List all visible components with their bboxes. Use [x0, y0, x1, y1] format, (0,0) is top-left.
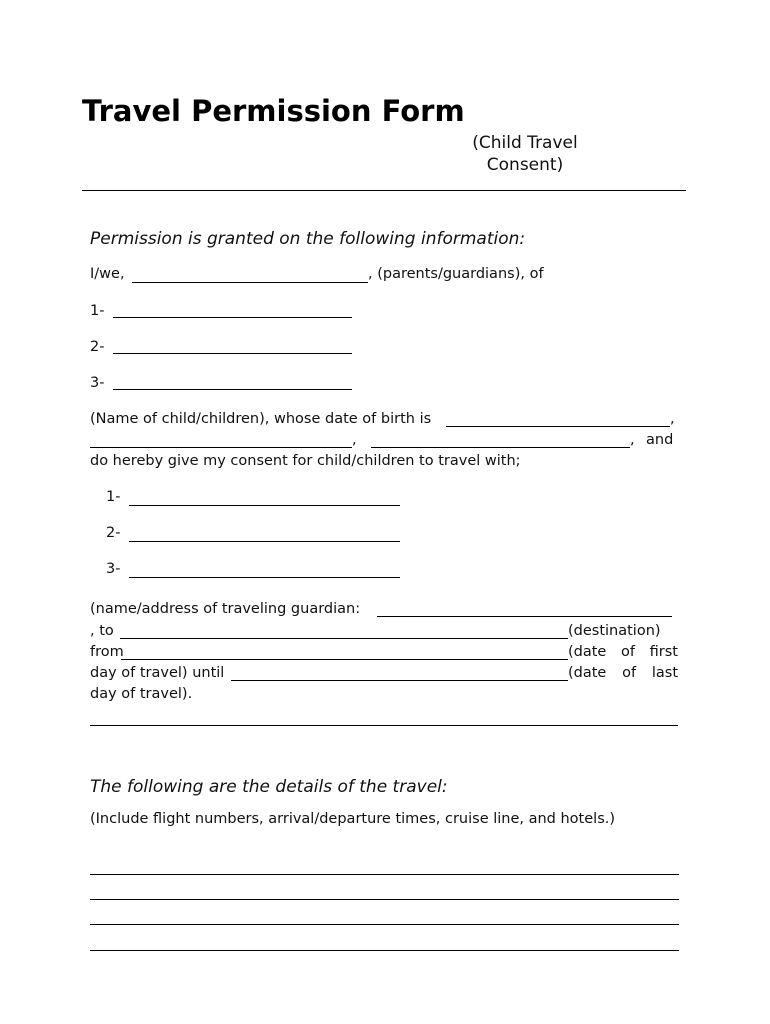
first-date-field[interactable] — [121, 659, 568, 660]
details-line-2[interactable] — [90, 899, 679, 900]
guardian-label: (name/address of traveling guardian: — [90, 601, 361, 617]
child-num-2: 2- — [90, 339, 105, 355]
guardian-field-2[interactable] — [129, 541, 400, 542]
guardian-num-2: 2- — [106, 525, 121, 541]
day-travel-until: day of travel) until — [90, 665, 225, 681]
destination-label: (destination) — [568, 623, 661, 639]
dob-text: (Name of child/children), whose date of birth is — [90, 411, 432, 427]
day-of-travel-end: day of travel). — [90, 686, 193, 702]
details-line-3[interactable] — [90, 924, 679, 925]
guardian-field-1[interactable] — [129, 505, 400, 506]
consent-text: do hereby give my consent for child/children to travel with; — [90, 453, 521, 469]
title-divider — [82, 190, 686, 191]
section1-heading: Permission is granted on the following information: — [90, 229, 526, 249]
child-name-field-3[interactable] — [113, 389, 352, 390]
date-first-label: (date of first — [568, 644, 678, 660]
child-name-field-1[interactable] — [113, 317, 352, 318]
child-num-3: 3- — [90, 375, 105, 391]
to-prefix: , to — [90, 623, 114, 639]
section2-instructions: (Include flight numbers, arrival/departure times, cruise line, and hotels.) — [90, 811, 616, 827]
guardian-num-1: 1- — [106, 489, 121, 505]
and-word: and — [646, 432, 674, 448]
dob-field-1[interactable] — [446, 426, 670, 427]
from-prefix: from — [90, 644, 124, 660]
child-num-1: 1- — [90, 303, 105, 319]
section-divider — [90, 725, 678, 726]
date-last-label: (date of last — [568, 665, 678, 681]
guardian-num-3: 3- — [106, 561, 121, 577]
section2-heading: The following are the details of the travel: — [90, 777, 448, 797]
destination-field[interactable] — [120, 638, 568, 639]
details-line-1[interactable] — [90, 874, 679, 875]
dob-comma-3: , — [630, 432, 635, 448]
dob-comma-end: , — [670, 411, 675, 427]
iwe-suffix: , (parents/guardians), of — [368, 266, 544, 282]
guardian-address-field[interactable] — [377, 616, 672, 617]
dob-field-3[interactable] — [371, 447, 630, 448]
iwe-prefix: I/we, — [90, 266, 125, 282]
last-date-field[interactable] — [231, 680, 568, 681]
dob-field-2[interactable] — [90, 447, 352, 448]
parent-name-field[interactable] — [132, 282, 368, 283]
form-subtitle: (Child Travel Consent) — [472, 133, 578, 175]
guardian-field-3[interactable] — [129, 577, 400, 578]
form-title: Travel Permission Form — [82, 94, 465, 128]
child-name-field-2[interactable] — [113, 353, 352, 354]
dob-comma-2: , — [352, 432, 357, 448]
details-line-4[interactable] — [90, 950, 679, 951]
